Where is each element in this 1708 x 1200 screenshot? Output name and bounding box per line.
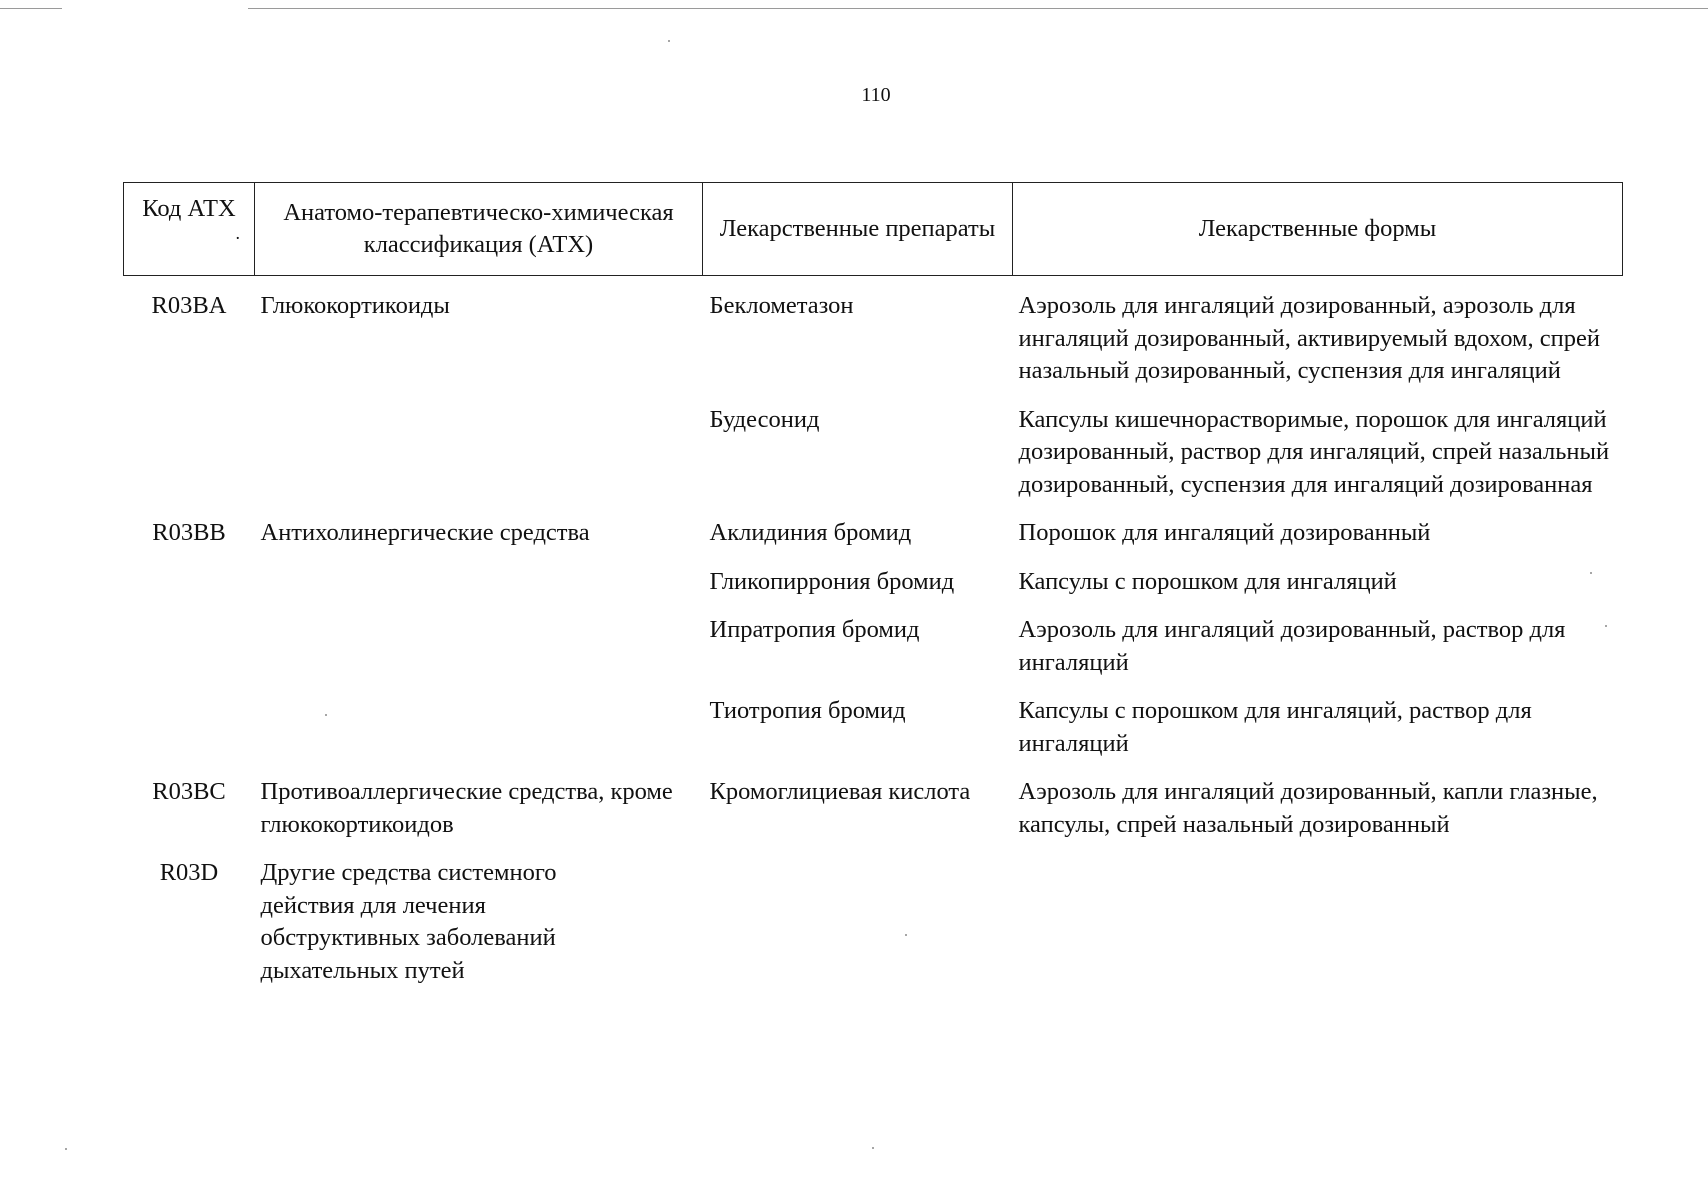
atx-group: Антихолинергические средства <box>260 519 590 546</box>
atx-group <box>255 566 703 615</box>
atx-group <box>255 404 703 518</box>
scan-speck <box>872 1147 874 1149</box>
atx-code: R03D <box>159 859 219 886</box>
scan-edge-line <box>248 8 1708 9</box>
atx-group: Противоаллергические средства, кроме глюкокортикоидов <box>260 778 673 838</box>
table-row <box>124 566 1623 615</box>
atx-group <box>255 614 703 695</box>
atx-code <box>124 566 255 615</box>
atx-code <box>124 614 255 695</box>
table-row <box>124 276 1623 404</box>
header-code-label: Код АТХ <box>142 195 236 222</box>
dosage-forms: Аэрозоль для ингаляций дозированный, капли глазные, капсулы, спрей назальный дозированный <box>1018 778 1598 838</box>
dosage-forms <box>1013 857 1623 1003</box>
atx-group: Глюкокортикоиды <box>260 292 450 319</box>
table-row <box>124 404 1623 518</box>
atx-code: R03BB <box>152 519 226 546</box>
drug-name: Аклидиния бромид <box>709 519 912 546</box>
dosage-forms: Аэрозоль для ингаляций дозированный, аэрозоль для ингаляций дозированный, активируемый вдохом, спрей назальный дозированный, суспензия для ингаляций <box>1018 292 1601 384</box>
drug-name <box>703 857 1013 1003</box>
dosage-forms: Капсулы с порошком для ингаляций, раствор для ингаляций <box>1018 697 1532 757</box>
page-number: 110 <box>861 84 891 106</box>
scan-speck <box>668 40 670 42</box>
drug-name: Кромоглициевая кислота <box>709 778 971 805</box>
header-classification: Анатомо-терапевтическо-химическая классификация (АТХ) <box>255 183 703 276</box>
atx-group: Другие средства системного действия для лечения обструктивных заболеваний дыхательных путей <box>260 859 557 984</box>
drug-name: Ипратропия бромид <box>709 616 920 643</box>
drug-name: Будесонид <box>709 405 820 433</box>
table-row <box>124 695 1623 776</box>
scan-edge-line <box>0 8 62 9</box>
atx-code: R03BC <box>152 778 226 805</box>
atx-code <box>124 695 255 776</box>
drug-name: Гликопиррония бромид <box>709 567 955 595</box>
table-row <box>124 517 1623 566</box>
dosage-forms: Порошок для ингаляций дозированный <box>1018 519 1431 546</box>
table-row <box>124 614 1623 695</box>
table-header <box>124 183 1623 276</box>
table-row <box>124 857 1623 1003</box>
atx-code <box>124 404 255 518</box>
table-body <box>124 276 1623 1004</box>
header-drugs: Лекарственные препараты <box>703 183 1013 276</box>
drug-name: Беклометазон <box>709 292 854 319</box>
drug-name: Тиотропия бромид <box>709 697 906 724</box>
dosage-forms: Капсулы с порошком для ингаляций <box>1018 567 1397 595</box>
header-code <box>124 183 255 276</box>
table-row <box>124 776 1623 857</box>
scan-speck <box>65 1148 67 1150</box>
atx-table <box>123 182 1623 1003</box>
header-code-mark: . <box>235 222 240 243</box>
atx-group <box>255 695 703 776</box>
dosage-forms: Капсулы кишечнорастворимые, порошок для ингаляций дозированный, раствор для ингаляций, спрей назальный дозированный, суспензия для ингаляций дозированная <box>1018 405 1610 498</box>
atx-code: R03BA <box>151 292 227 319</box>
header-forms: Лекарственные формы <box>1013 183 1623 276</box>
dosage-forms: Аэрозоль для ингаляций дозированный, раствор для ингаляций <box>1018 616 1566 676</box>
